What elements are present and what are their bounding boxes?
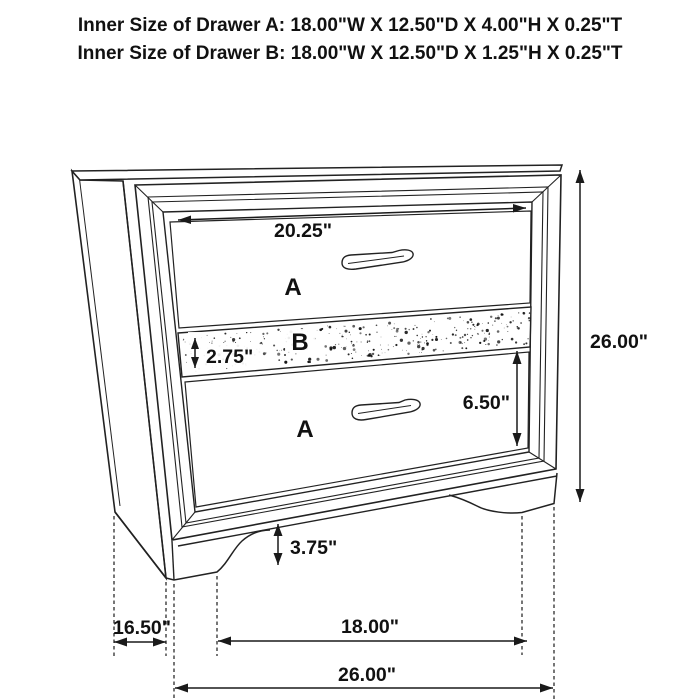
dim-total-height xyxy=(576,170,649,502)
arrowhead-right xyxy=(540,684,553,693)
arrowhead-up xyxy=(576,170,585,183)
header-line-1: Inner Size of Drawer A: 18.00"W X 12.50"D X 4.00"H X 0.25"T xyxy=(77,15,623,36)
dim-feet-span xyxy=(218,616,527,646)
dim-depth-label: 16.50" xyxy=(112,617,172,639)
drawer-top-letter: A xyxy=(284,274,302,301)
header-line-2: Inner Size of Drawer B: 18.00"W X 12.50"D X 1.25"H X 0.25"T xyxy=(77,43,623,64)
drawer-bottom-letter: A xyxy=(296,416,314,443)
arrowhead-right xyxy=(514,637,527,646)
dim-opening-width-label: 20.25" xyxy=(273,220,333,242)
dim-total-width xyxy=(175,664,553,693)
dim-feet-span-label: 18.00" xyxy=(340,616,400,638)
dim-foot-height xyxy=(274,524,338,565)
arrowhead-left xyxy=(218,637,231,646)
dim-total-height-label: 26.00" xyxy=(590,331,649,353)
arrowhead-up xyxy=(274,524,283,536)
dim-bottom-drawer-height-label: 6.50" xyxy=(462,392,510,414)
dim-total-width-label: 26.00" xyxy=(337,664,397,686)
dim-foot-height-label: 3.75" xyxy=(290,537,338,559)
strip-letter: B xyxy=(291,329,309,356)
left-foot-front-edge xyxy=(172,541,174,580)
strip-letter-group xyxy=(285,329,315,356)
dim-strip-height-label: 2.75" xyxy=(206,346,254,368)
arrowhead-left xyxy=(175,684,188,693)
dim-depth xyxy=(113,617,171,647)
arrowhead-down xyxy=(576,489,585,502)
arrowhead-down xyxy=(274,553,283,565)
